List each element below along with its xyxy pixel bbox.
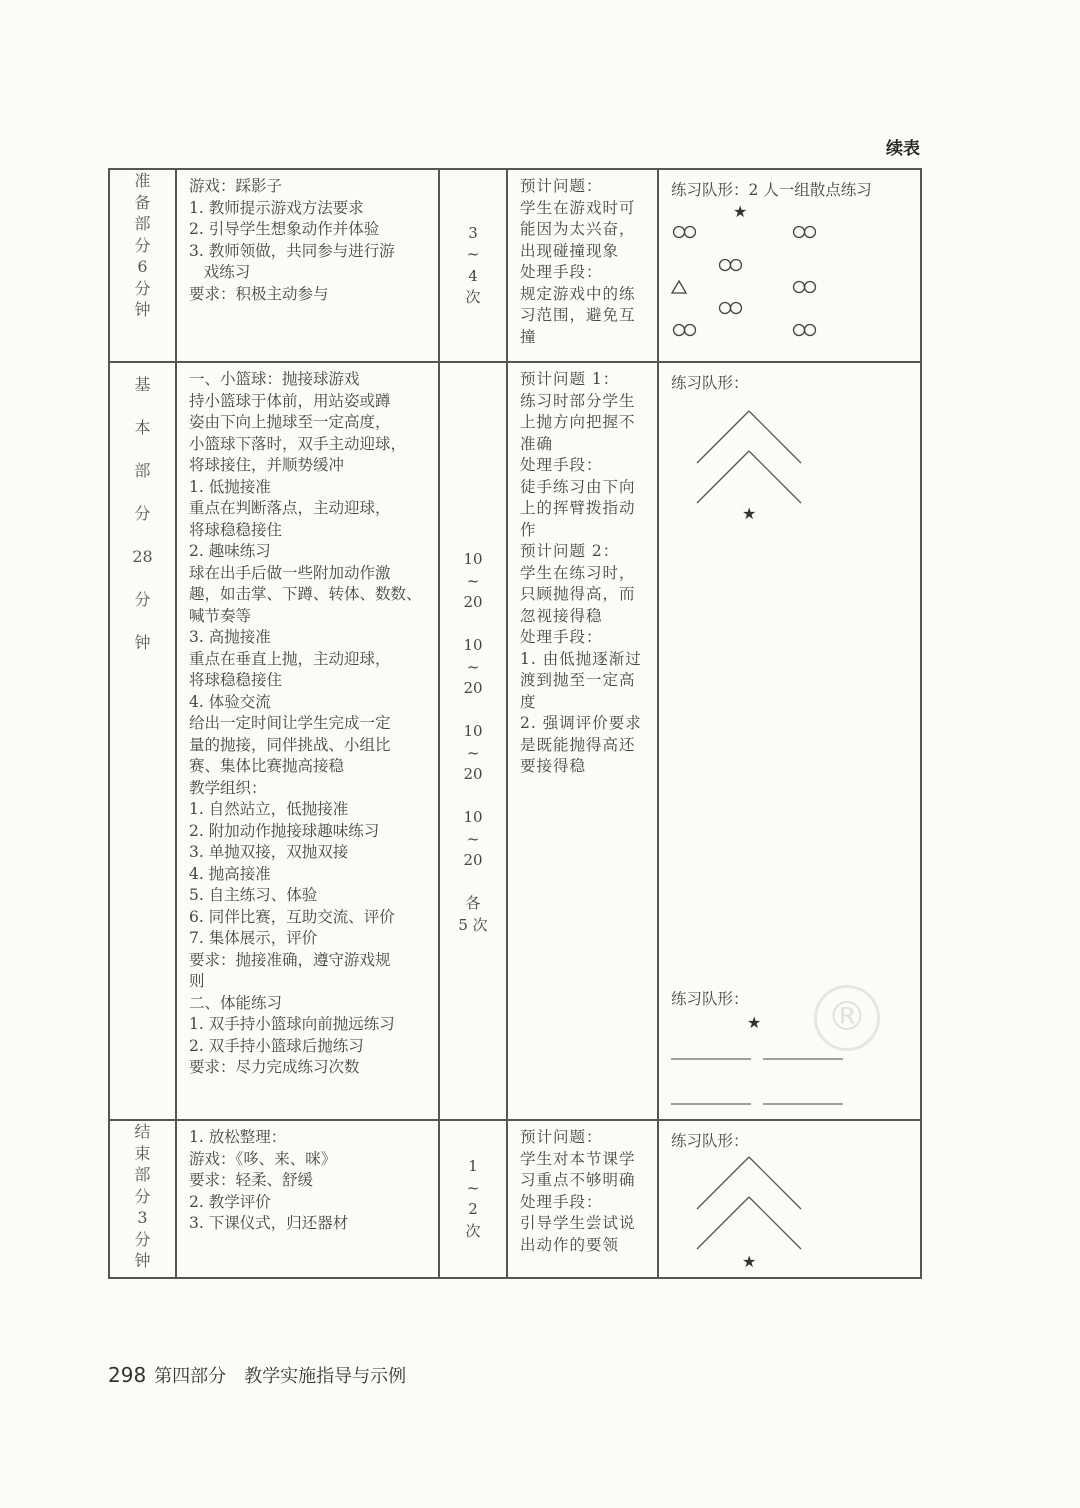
pair-icon xyxy=(720,260,742,271)
formation-label: 练习队形： xyxy=(671,1132,749,1150)
content-text: 一、小篮球：抛接球游戏 持小篮球于体前，用站姿或蹲 姿由下向上抛球至一定高度， 小篮球下落时，双手主动迎球， 将球接住，并顺势缓冲 1. 低抛接准 重点在判断落点，主动迎球， 将球稳稳接住 2. 趣味练习 球在出手后做一些附加动作激 趣，如击掌、下蹲、转体、数数、 喊节奏等 3. 高抛接准 重点在垂直上抛，主动迎球， 将球稳稳接住 4. 体验交流 给出一定时间让学生完成一定 量的抛接，同伴挑战、小组比 赛、集体比赛抛高接稳 教学组织： 1. 自然站立，低抛接准 2. 附加动作抛接球趣味练习 3. 单抛双接，双抛双接 4. 抛高接准 5. 自主练习、体验 6. 同伴比赛，互助交流、评价 7. 集体展示，评价 要求：抛接准确，遵守游戏规 则 二、体能练习 1. 双手持小篮球向前抛远练习 2. 双手持小篮球后抛练习 要求：尽力完成练习次数 xyxy=(189,370,422,1076)
teacher-star-icon: ★ xyxy=(733,202,748,221)
notes-cell xyxy=(507,362,658,1120)
footer-text: 第四部分 教学实施指导与示例 xyxy=(154,1366,407,1387)
content-cell xyxy=(176,362,439,1120)
pair-formation-diagram xyxy=(659,170,920,361)
continued-label: 续表 xyxy=(886,139,920,159)
formation-label-2: 练习队形： xyxy=(671,990,749,1008)
pair-icon xyxy=(674,325,696,336)
content-text: 1. 放松整理： 游戏：《哆、来、咪》 要求：轻柔、舒缓 2. 教学评价 3. 下课仪式，归还器材 xyxy=(189,1128,349,1232)
section-label: 基 本 部 分 28 分 钟 xyxy=(132,375,153,652)
count-values: 10 ~ 20 10 ~ 20 10 ~ 20 10 ~ 20 各 5 次 xyxy=(458,550,488,934)
content-text: 游戏：踩影子 1. 教师提示游戏方法要求 2. 引导学生想象动作并体验 3. 教师领做，共同参与进行游 戏练习 要求：积极主动参与 xyxy=(189,177,395,303)
pair-icon xyxy=(794,282,816,293)
count-cell: 3 ~ 4 次 xyxy=(439,169,507,362)
formation-label: 练习队形： xyxy=(671,374,749,392)
pair-icon xyxy=(794,325,816,336)
formation-cell xyxy=(658,1120,921,1278)
chevron-lines-icon xyxy=(697,411,801,503)
lesson-plan-table xyxy=(108,168,922,1279)
teacher-star-icon: ★ xyxy=(747,1013,762,1032)
section-label: 结 束 部 分 3 分 钟 xyxy=(134,1122,151,1270)
chevron-lines-icon xyxy=(697,1157,801,1249)
registered-mark-icon: ® xyxy=(814,985,880,1051)
pair-icon xyxy=(794,227,816,238)
section-label: 准 备 部 分 6 分 钟 xyxy=(134,171,151,319)
section-cell xyxy=(109,362,176,1120)
pair-icon xyxy=(720,303,742,314)
notes-text: 预计问题 1： 练习时部分学生 上抛方向把握不 准确 处理手段： 徒手练习由下向 上的挥臂拨指动 作 预计问题 2： 学生在练习时， 只顾抛得高，而 忽视接得稳 处理手段： 1. 由低抛逐渐过 渡到抛至一定高 度 2. 强调评价要求 是既能抛得高还 要接得稳 xyxy=(520,370,642,775)
table-row-ending xyxy=(109,1120,921,1278)
content-cell xyxy=(176,1120,439,1278)
section-cell xyxy=(109,169,176,362)
count-cell xyxy=(439,362,507,1120)
table-row-main xyxy=(109,362,921,1120)
triangle-marker-icon xyxy=(672,281,686,293)
formation-cell xyxy=(658,362,921,1120)
teacher-star-icon: ★ xyxy=(742,1252,757,1271)
page-number: 298 xyxy=(108,1363,147,1387)
formation-cell xyxy=(658,169,921,362)
teacher-star-icon: ★ xyxy=(742,504,757,523)
formation-label: 练习队形：2 人一组散点练习 xyxy=(671,181,872,199)
table-row-preparation xyxy=(109,169,921,362)
pair-icon xyxy=(674,227,696,238)
count-cell: 1 ~ 2 次 xyxy=(439,1120,507,1278)
section-cell xyxy=(109,1120,176,1278)
notes-text: 预计问题： 学生在游戏时可 能因为太兴奋， 出现碰撞现象 处理手段： 规定游戏中的练 习范围，避免互 撞 xyxy=(520,177,636,346)
page-footer xyxy=(108,1362,406,1388)
notes-text: 预计问题： 学生对本节课学 习重点不够明确 处理手段： 引导学生尝试说 出动作的要领 xyxy=(520,1128,636,1254)
chevron-formation-diagram xyxy=(659,1121,920,1277)
content-cell xyxy=(176,169,439,362)
notes-cell xyxy=(507,1120,658,1278)
notes-cell xyxy=(507,169,658,362)
